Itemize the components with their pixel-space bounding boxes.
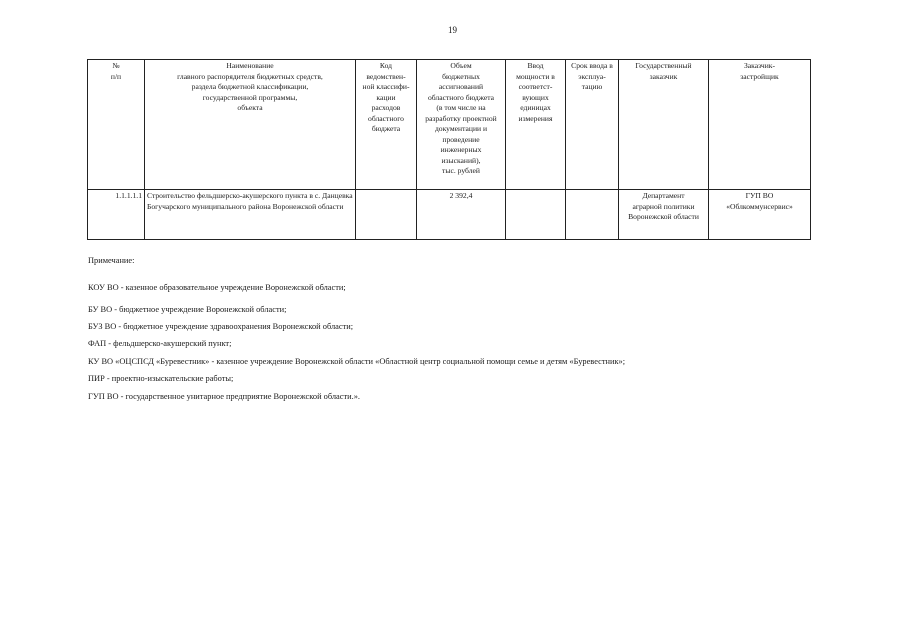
cell-volume: 2 392,4: [417, 190, 506, 240]
cell-capacity: [506, 190, 566, 240]
page-number: 19: [448, 25, 457, 35]
col-header-developer: Заказчик- застройщик: [709, 60, 811, 190]
header-row: [88, 60, 811, 190]
construction-objects-table: [87, 59, 811, 240]
table-row: [88, 190, 811, 240]
cell-number: 1.1.1.1.1: [88, 190, 145, 240]
table-body: [88, 190, 811, 240]
note-bu-vo: БУ ВО - бюджетное учреждение Воронежской области;: [88, 305, 287, 314]
col-header-term: Срок ввода в эксплуа- тацию: [566, 60, 619, 190]
note-buz-vo: БУЗ ВО - бюджетное учреждение здравоохранения Воронежской области;: [88, 322, 354, 331]
col-header-name: Наименование главного распорядителя бюджетных средств, раздела бюджетной классификации, государственной программы, объекта: [145, 60, 356, 190]
note-kou-vo: КОУ ВО - казенное образовательное учреждение Воронежской области;: [88, 283, 346, 292]
notes-title: Примечание:: [88, 256, 135, 265]
col-header-number: № п/п: [88, 60, 145, 190]
note-ku-vo-ocspsd: КУ ВО «ОЦСПСД «Буревестник» - казенное учреждение Воронежской области «Областной центр социальной помощи семье и детям «Буревестник»;: [88, 357, 626, 366]
note-gup-vo: ГУП ВО - государственное унитарное предприятие Воронежской области.».: [88, 392, 361, 401]
col-header-customer: Государственный заказчик: [619, 60, 709, 190]
cell-customer: Департамент аграрной политики Воронежской области: [619, 190, 709, 240]
col-header-capacity: Ввод мощности в соответст- вующих единицах измерения: [506, 60, 566, 190]
note-pir: ПИР - проектно-изыскательские работы;: [88, 374, 234, 383]
note-fap: ФАП - фельдшерско-акушерский пункт;: [88, 339, 232, 348]
table-header: [88, 60, 811, 190]
cell-code: [356, 190, 417, 240]
col-header-volume: Объем бюджетных ассигнований областного бюджета (в том числе на разработку проектной документации и проведение инженерных изысканий), тыс. рублей: [417, 60, 506, 190]
cell-term: [566, 190, 619, 240]
col-header-code: Код ведомствен- ной классифи- кации расходов областного бюджета: [356, 60, 417, 190]
cell-developer: ГУП ВО «Облкоммунсервис»: [709, 190, 811, 240]
cell-name: Строительство фельдшерско-акушерского пункта в с. Данцевка Богучарского муниципального района Воронежской области: [145, 190, 356, 240]
